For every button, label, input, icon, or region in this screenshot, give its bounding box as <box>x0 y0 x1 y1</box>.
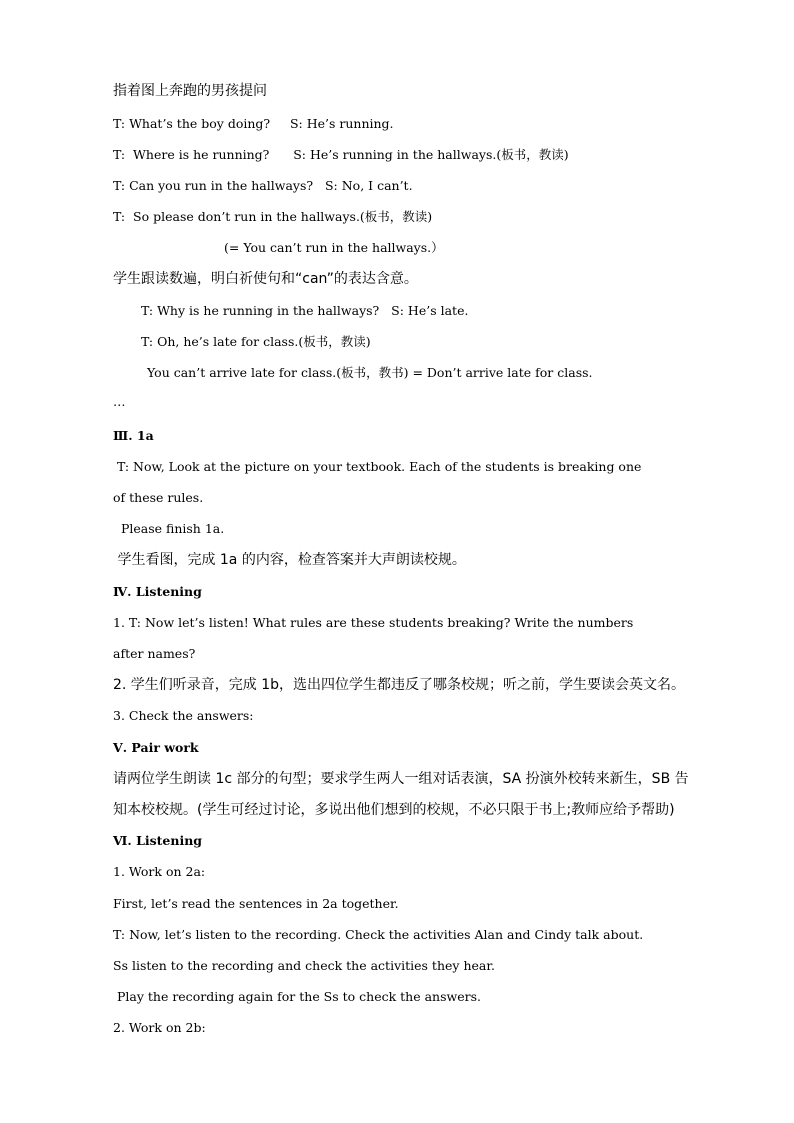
instruction-line: 学生看图，完成 1a 的内容，检查答案并大声朗读校规。 <box>113 552 466 568</box>
dialogue-line: T: Oh, he’s late for class.(板书，教读) <box>141 334 371 349</box>
dialogue-line: T: What’s the boy doing? S: He’s running. <box>113 116 394 131</box>
body-line: T: Now, Look at the picture on your textbook. Each of the students is breaking one <box>113 459 642 474</box>
section-heading: Ⅵ. Listening <box>113 833 203 848</box>
body-line: 1. Work on 2a: <box>113 864 206 879</box>
instruction-line: 2. 学生们听录音，完成 1b，选出四位学生都违反了哪条校规；听之前，学生要读会英文名。 <box>113 677 686 693</box>
body-line: First, let’s read the sentences in 2a together. <box>113 896 399 911</box>
instruction-line: 学生跟读数遍，明白祈使句和“can”的表达含意。 <box>113 271 418 287</box>
ellipsis-line: … <box>113 394 126 409</box>
body-line: T: Now, let’s listen to the recording. Check the activities Alan and Cindy talk about. <box>113 927 644 942</box>
dialogue-line: T: Can you run in the hallways? S: No, I can’t. <box>113 178 413 193</box>
dialogue-line: You can’t arrive late for class.(板书，教书) = Don’t arrive late for class. <box>147 365 593 380</box>
section-heading: Ⅳ. Listening <box>113 584 202 599</box>
section-heading: Ⅲ. 1a <box>113 428 154 443</box>
dialogue-line: T: Where is he running? S: He’s running in the hallways.(板书，教读) <box>113 147 569 162</box>
instruction-line: 知本校校规。(学生可经过讨论，多说出他们想到的校规，不必只限于书上;教师应给予帮助) <box>113 802 675 818</box>
dialogue-line: T: Why is he running in the hallways? S: He’s late. <box>141 303 469 318</box>
section-heading: Ⅴ. Pair work <box>113 740 199 755</box>
body-line: after names? <box>113 646 196 661</box>
instruction-line: 指着图上奔跑的男孩提问 <box>113 83 267 99</box>
body-line: of these rules. <box>113 490 204 505</box>
body-line: 2. Work on 2b: <box>113 1020 206 1035</box>
dialogue-line: (= You can’t run in the hallways.） <box>224 240 444 255</box>
body-line: Play the recording again for the Ss to check the answers. <box>113 989 481 1004</box>
body-line: Ss listen to the recording and check the activities they hear. <box>113 958 495 973</box>
instruction-line: 请两位学生朗读 1c 部分的句型；要求学生两人一组对话表演，SA 扮演外校转来新生，SB 告 <box>113 771 689 787</box>
dialogue-line: T: So please don’t run in the hallways.(板书，教读) <box>113 209 433 224</box>
body-line: Please finish 1a. <box>113 521 225 536</box>
body-line: 1. T: Now let’s listen! What rules are these students breaking? Write the numbers <box>113 615 634 630</box>
body-line: 3. Check the answers: <box>113 708 254 723</box>
